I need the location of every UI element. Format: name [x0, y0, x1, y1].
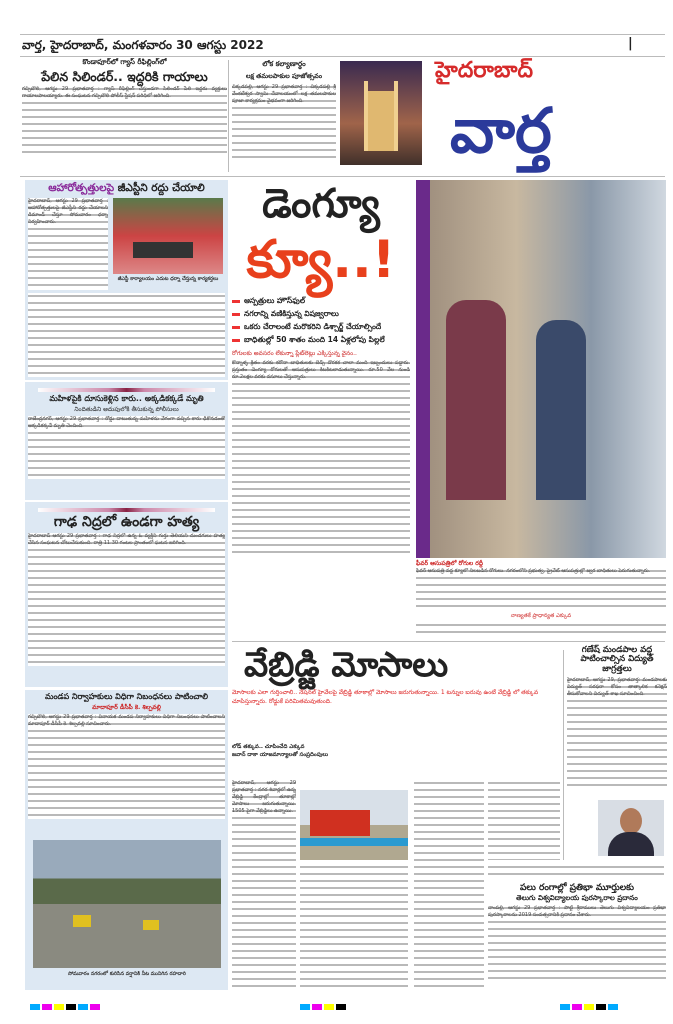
article-body-continued [28, 293, 225, 377]
article-awards [488, 884, 666, 982]
article-body: ఫీవర్ ఆసుపత్రి వద్ద క్యూలో నిలబడిన రోగులు. నగరంలోని ప్రభుత్వ, ప్రైవేట్ ఆసుపత్రుల్లో జ్వర బాధితులు పెరుగుతున్నారు. [416, 568, 666, 610]
rain-road-photo [33, 840, 221, 968]
page-mark: | [628, 36, 633, 51]
article-body: చిక్కడపల్లి, ఆగస్టు 29 ప్రభాతవార్త : చిక్కడపల్లి శ్రీ వేంకటేశ్వర స్వామి దేవాలయంలో లక్ష తమలపాకుల పూజా కార్యక్రమం వైభవంగా జరిగింది. [232, 84, 336, 160]
article-car [25, 382, 228, 500]
dateline: వార్త, హైదరాబాద్, మంగళవారం 30 ఆగస్టు 2022 [22, 38, 264, 52]
subheadline: నిందితుడిని అదుపులోకి తీసుకున్న పోలీసులు [74, 405, 179, 413]
subheadline: లోడ్ తక్కువ.. చూపించేది ఎక్కువ [232, 744, 305, 750]
article-body-continued [416, 622, 666, 636]
masthead-name: వార్త [450, 94, 552, 167]
subheadline: మాదాపూర్ డీసీపీ కె. శిల్పవల్లి [92, 703, 161, 711]
article-body-continued [300, 864, 408, 990]
subheadline: తెలుగు విశ్వవిద్యాలయ పురస్కారాల ప్రదానం [516, 893, 638, 902]
article-body: హైదరాబాద్, ఆగస్టు 29, ప్రభాతవార్త: మండపాలకు విద్యుత్ సరఫరా కోసం తాత్కాలిక కనెక్షన్ తీసుకోవాలని విద్యుత్ శాఖ సూచించింది. [567, 677, 667, 789]
headline-line-1: డెంగ్యూ [262, 181, 380, 227]
weighbridge-photo [300, 790, 408, 860]
article-gst [25, 180, 228, 380]
headline: మహిళపైకి దూసుకెళ్లిన కారు.. అక్కడికక్కడే మృతి [49, 394, 204, 403]
headline-line-2: క్యూ..! [246, 230, 396, 290]
bullet [232, 296, 410, 307]
kicker: లోక కల్యాణార్థం [262, 60, 306, 68]
article-cylinder [22, 58, 227, 156]
color-registration-bar [300, 1004, 346, 1010]
article-body: గచ్చిబౌలి, ఆగస్టు 29 ప్రభాతవార్త : గ్యాస్ రీఫిల్లింగ్ చేస్తుండగా సిలిండర్ పేలి ఇద్దరు వ్యక్తులు గాయాలపాలయ్యారు. ఈ సంఘటన గచ్చిబౌలి పోలీస్ స్టేషన్ పరిధిలో జరిగింది. [22, 86, 227, 156]
article-dengue [232, 180, 410, 556]
bullet [232, 309, 410, 320]
article-body: హైదరాబాద్, ఆగస్టు 29 ప్రభాతవార్త : నగర శివార్లలో ఉన్న వేబ్రిడ్జి కేంద్రాల్లో తూకాల్లో మోసాలు జరుగుతున్నాయి. 1505 పైగా వేబ్రిడ్జిలు ఉన్నాయి. [232, 780, 296, 990]
headline: గణేష్ మండపాల వద్ద పాటించాల్సిన విద్యుత్ జాగ్రత్తలు [580, 645, 654, 674]
photo-caption: సోమవారం నగరంలో కురిసిన వర్షానికి నీట మునిగిన రహదారి [68, 971, 186, 977]
masthead [340, 57, 665, 175]
official-portrait [598, 800, 664, 856]
headline: మండప నిర్వాహకులు విధిగా నిబంధనలు పాటించాలి [45, 692, 208, 701]
kicker: కొండాపూర్‌లో గ్యాస్ రీఫిల్లింగ్‌లో [82, 58, 167, 66]
photo-caption: ఫీవర్ ఆసుపత్రిలో రోగుల రద్దీ [416, 560, 484, 567]
headline-a: ఆహారోత్పత్తులపై [48, 182, 115, 194]
hospital-queue-photo [416, 180, 666, 558]
color-registration-bar [30, 1004, 100, 1010]
article-body: నాంపల్లి, ఆగస్టు 29 ప్రభాతవార్త : పొట్టి శ్రీరాములు తెలుగు విశ్వవిద్యాలయం ప్రతిభా పురస్కారాలను 2019 సంవత్సరానికి ప్రదానం చేశారు. [488, 905, 666, 982]
bullet-text: ఒకరు చేరాలంటే మరొకరిని డిశ్చార్జ్ చేయాల్సిందే [244, 322, 382, 331]
bullet-text: ఆస్పత్రులు హౌస్‌ఫుల్ [244, 296, 306, 305]
article-body: గచ్చిబౌలి, ఆగస్టు 29 ప్రభాతవార్త : వినాయక మండప నిర్వాహకులు విధిగా నిబంధనలు పాటించాలని మాదాపూర్ డీసీపీ కె. శిల్పవల్లి సూచించారు. [28, 714, 225, 819]
headline: పేలిన సిలిండర్.. ఇద్దరికి గాయాలు [41, 69, 208, 84]
article-body-continued [414, 780, 484, 990]
article-murder [25, 502, 228, 687]
headline: పలు రంగాల్లో ప్రతిభా మూర్తులకు [519, 883, 634, 893]
kicker: రోగులకు అవసరం లేకున్నా ప్లేట్‌లెట్లు ఎక్కిస్తున్న వైనం.. [232, 350, 357, 357]
bullet-text: బాధితుల్లో 50 శాతం మంది 14 ఏళ్లలోపు పిల్లలే [244, 335, 385, 344]
article-body: హైదరాబాద్, ఆగస్టు 29 ప్రభాతవార్త : ఆహారోత్పత్తులపై జీఎస్టీని రద్దు చేయాలని డిమాండ్ చేస్తూ సోమవారం ధర్నా నిర్వహించారు. [28, 198, 108, 290]
bullet-text: నగరాన్ని వణికిస్తున్న విషజ్వరాలు [244, 309, 339, 318]
bullet [232, 322, 410, 333]
dengue-continued [416, 560, 666, 636]
headline: లక్ష తమలపాకుల పూజోత్సవం [245, 72, 323, 80]
article-weighbridge [232, 643, 562, 759]
article-ganesh [567, 646, 667, 789]
article-body: హైదరాబాద్ ఆగస్టు 29 ప్రభాతవార్త : గాఢ నిద్రలో ఉన్న ఓ వ్యక్తిని గుర్తు తెలియని దుండగులు హత్య చేసిన సంఘటన చోటుచేసుకుంది. రాత్రి 11.30 గంటల ప్రాంతంలో ఘటన జరిగింది. [28, 533, 225, 666]
headline: వేబ్రిడ్జి మోసాలు [244, 645, 449, 685]
article-body-continued [488, 780, 560, 860]
article-kalyanam [232, 60, 336, 160]
color-registration-bar [560, 1004, 618, 1010]
photo-caption: జీఎస్టీ కార్యాలయం ఎదుట ధర్నా చేస్తున్న కార్యకర్తలు [117, 275, 219, 282]
bullet [232, 335, 410, 346]
article-body-continued [488, 864, 664, 880]
headline: గాఢ నిద్రలో ఉండగా హత్య [53, 514, 200, 530]
article-body: కొన్నాళ్ళ క్రితం వరకు కరోనా బాధితులకు బెడ్స్ దొరకక చాలా మంది ఇబ్బందులు పడ్డారు. ప్రస్తుతం డెంగ్యూ రోగులతో ఆసుపత్రులు కిటకిటలాడుతున్నాయి. రూ.50 వేల నుండి రూ.2లక్షల వరకు వసూలు చేస్తున్నారు. [232, 360, 410, 556]
subheadline: జవాన్ దాకా యాజమాన్యాలతో సంప్రదింపులు [232, 752, 329, 758]
charminar-image [340, 61, 422, 165]
red-summary: మోసాలకు ఎలా గుర్తించాలి.. నేషనల్ హైవేలపై వేబ్రిడ్జి తూకాల్లో మోసాలు జరుగుతున్నాయి. 1 టన్నుల బరువు ఉంటే వేబ్రిడ్జి లో తక్కువ చూపిస్తున్నారు. రోడ్డుకే పరిమితమవుతుంది. [232, 689, 539, 705]
protest-photo [113, 198, 223, 274]
subheadline: నాణ్యతకే ప్రాధాన్యత ఎక్కువ [510, 613, 572, 619]
article-body: రాజేంద్రనగర్, ఆగస్టు 29 ప్రభాతవార్త : రోడ్డు దాటుతున్న మహిళను వేగంగా వచ్చిన కారు ఢీకొనడంతో అక్కడికక్కడే మృతి చెందింది. [28, 416, 225, 479]
headline-b: జీఎస్టీని రద్దు చేయాలి [117, 182, 205, 194]
masthead-city: హైదరాబాద్ [435, 58, 533, 83]
article-mandapa [25, 690, 228, 990]
